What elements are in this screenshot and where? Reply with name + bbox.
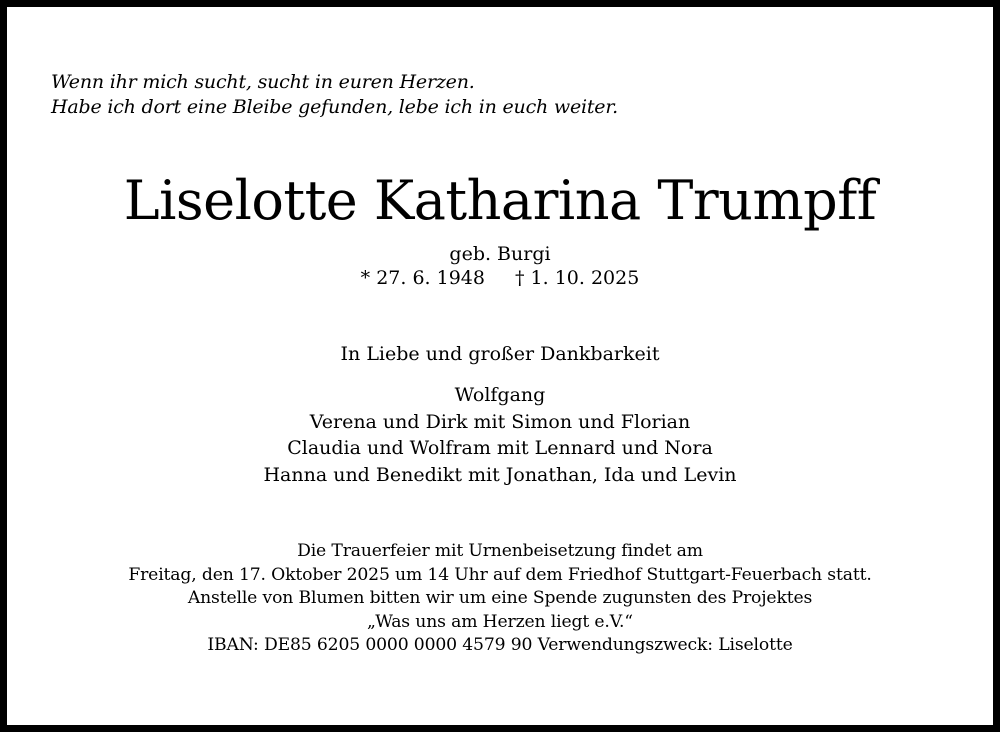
mourner-line: Hanna und Benedikt mit Jonathan, Ida und Levin [263,463,737,486]
mourner-line: Claudia und Wolfram mit Lennard und Nora [287,437,713,459]
death-date: † 1. 10. 2025 [515,267,640,289]
mourners-intro: In Liebe und großer Dankbarkeit [340,343,660,365]
life-dates [0,266,1000,290]
mourners-list [0,382,1000,488]
birth-date: * 27. 6. 1948 [360,267,485,289]
mourner-line: Wolfgang [454,384,546,406]
notice-line: IBAN: DE85 6205 0000 0000 4579 90 Verwendungszweck: Liselotte [207,635,793,655]
mourner-line: Verena und Dirk mit Simon und Florian [309,410,691,433]
funeral-notice [0,540,1000,658]
epitaph-line: Wenn ihr mich sucht, sucht in euren Herzen. [51,71,475,93]
notice-line: Freitag, den 17. Oktober 2025 um 14 Uhr auf dem Friedhof Stuttgart-Feuerbach statt. [128,564,872,585]
notice-line: Anstelle von Blumen bitten wir um eine Spende zugunsten des Projektes [187,588,813,608]
notice-line: Die Trauerfeier mit Urnenbeisetzung findet am [297,541,703,561]
epitaph-quote [51,70,618,120]
notice-line: „Was uns am Herzen liegt e.V.“ [367,611,633,632]
maiden-name: geb. Burgi [449,243,551,265]
deceased-name: Liselotte Katharina Trumpff [123,169,877,232]
epitaph-line: Habe ich dort eine Bleibe gefunden, lebe ich in euch weiter. [51,96,618,118]
